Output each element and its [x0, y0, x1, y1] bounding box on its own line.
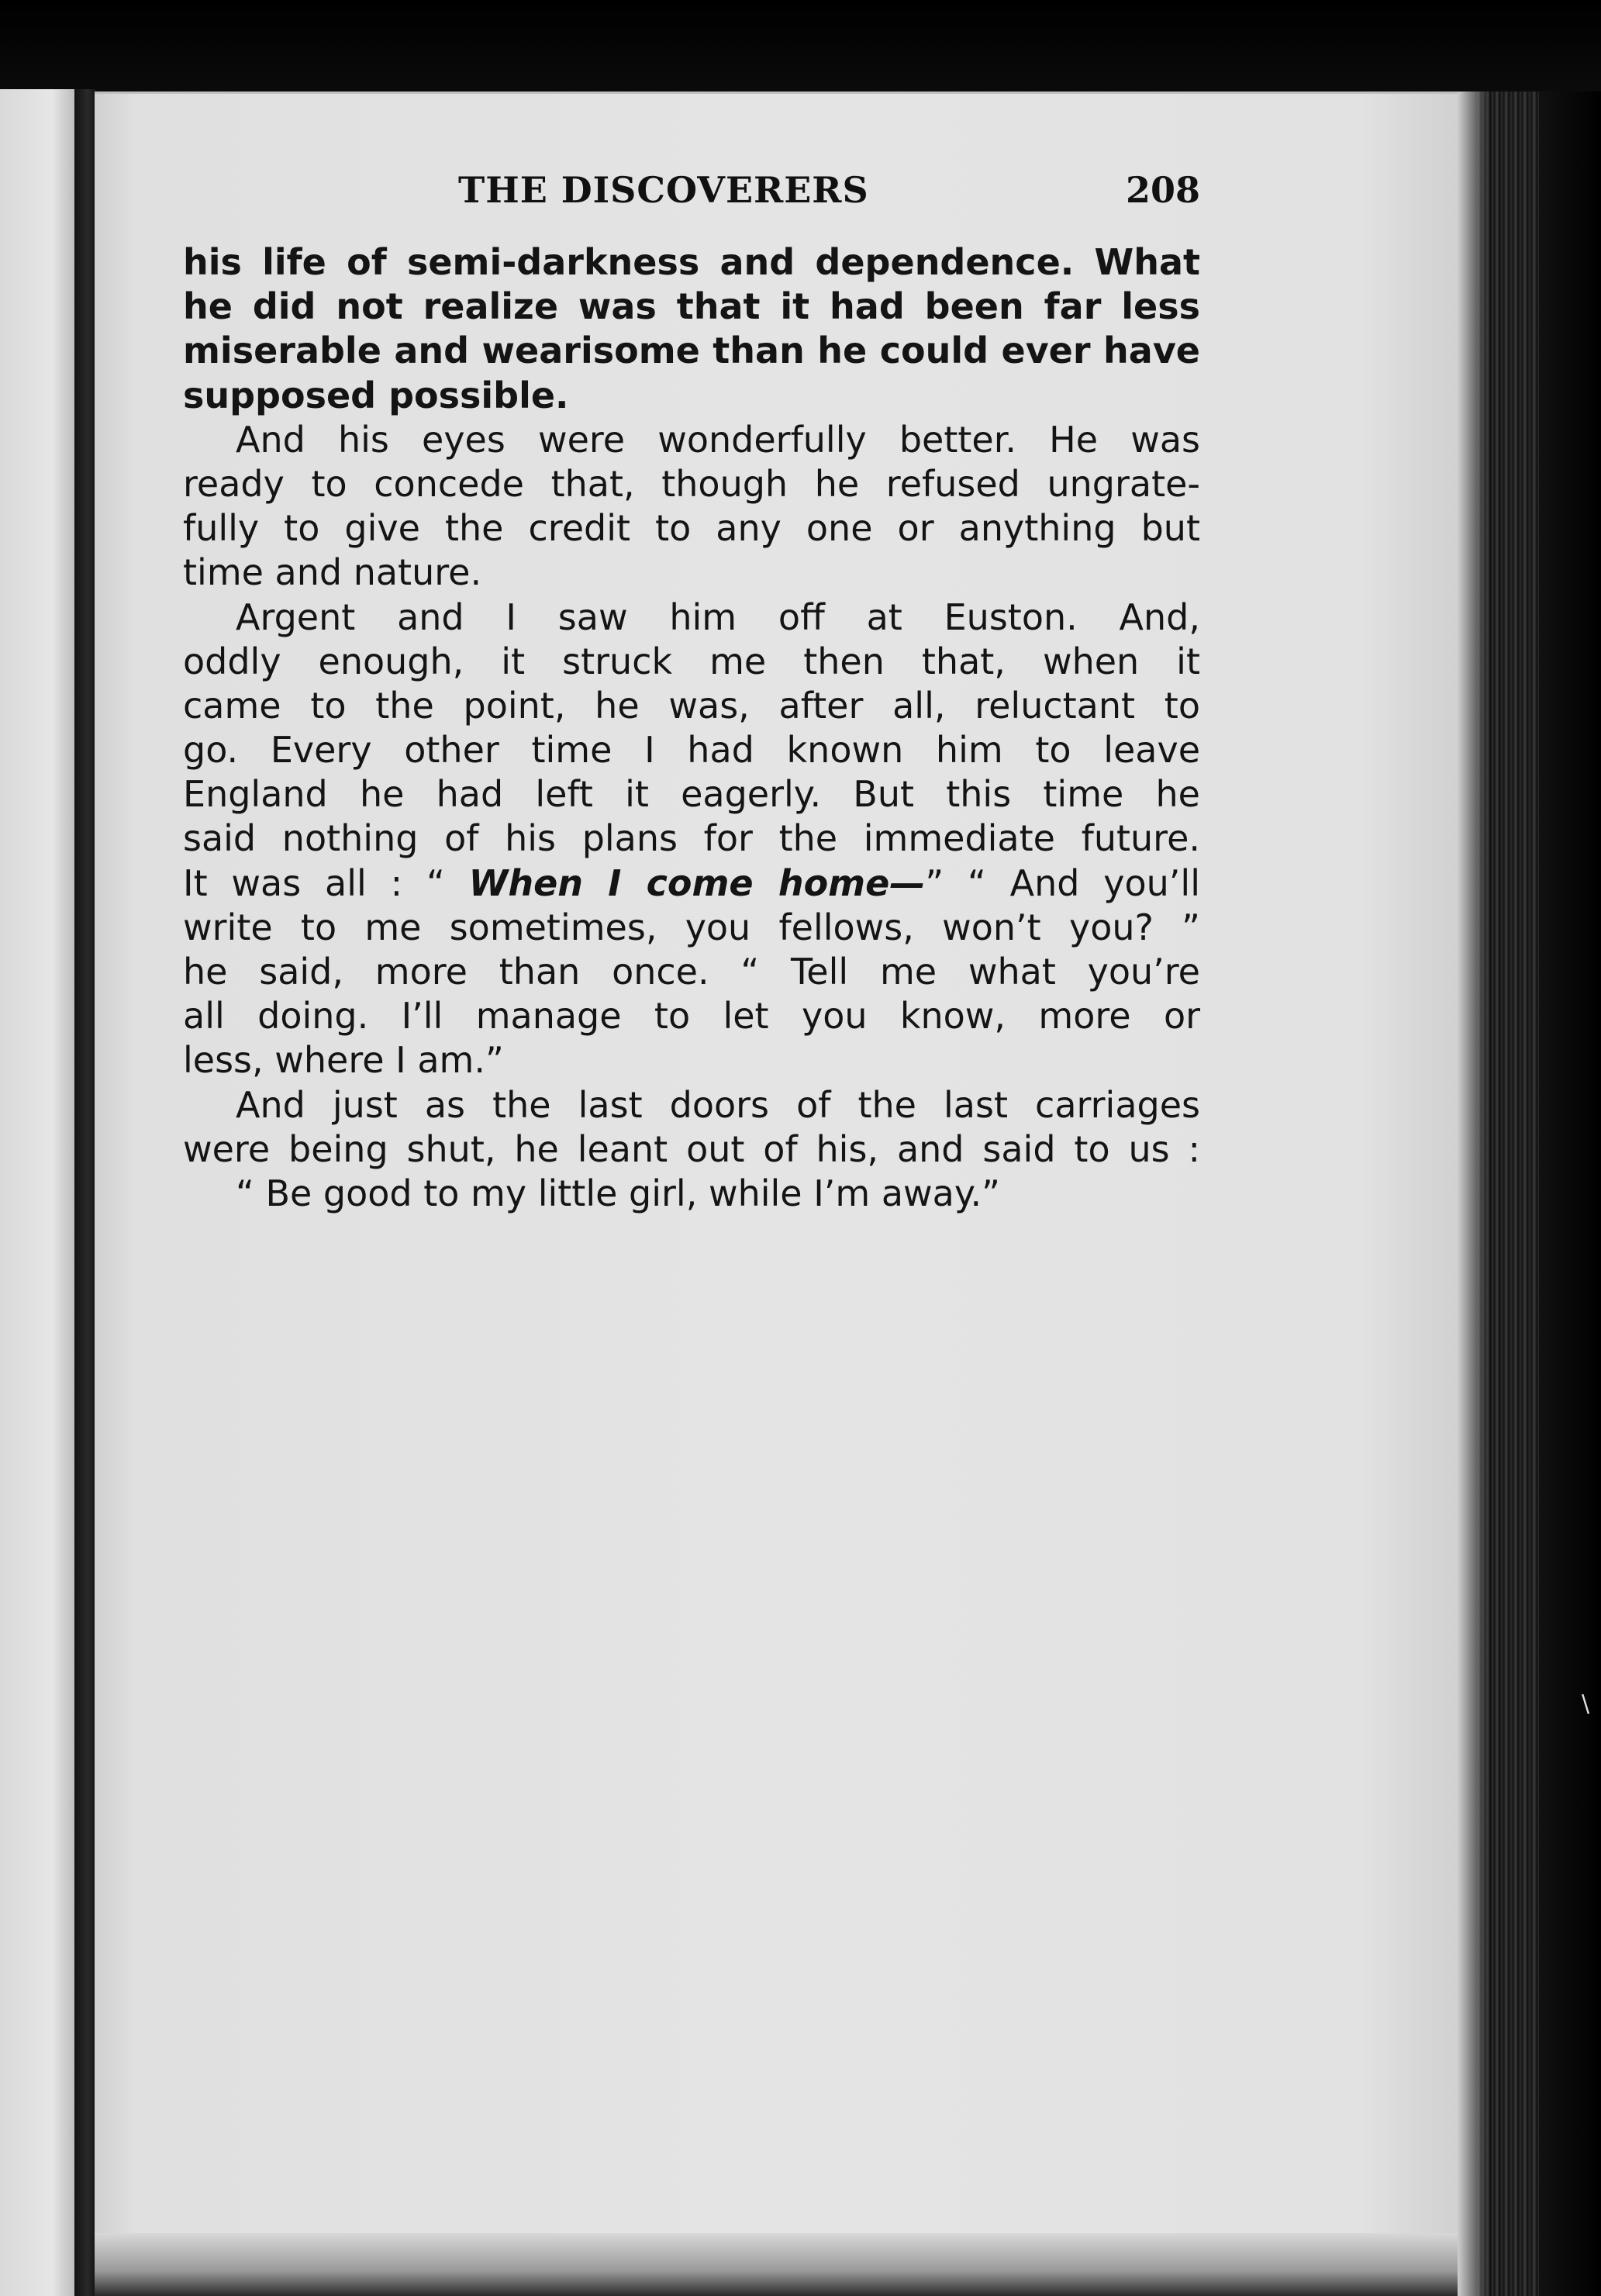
- book-gutter: [74, 89, 96, 2296]
- running-head: [183, 163, 1200, 225]
- text-line-with-italic: [183, 861, 1200, 906]
- page-bottom-edge: [95, 2233, 1467, 2296]
- italic-phrase: When I come home—: [468, 861, 926, 904]
- text-line: his life of semi-darkness and dependence. What: [183, 241, 1200, 283]
- text-line: write to me sometimes, you fellows, won’t you? ”: [183, 906, 1200, 948]
- text-line: less, where I am.”: [183, 1039, 504, 1082]
- text-line: fully to give the credit to any one or anything but: [183, 507, 1200, 550]
- text-line: he did not realize was that it had been far less: [183, 285, 1200, 328]
- text-fragment: It was all : “: [183, 861, 469, 904]
- text-line: came to the point, he was, after all, reluctant to: [183, 684, 1200, 727]
- top-shadow: [0, 0, 1601, 93]
- text-line: said nothing of his plans for the immediate future.: [183, 817, 1200, 860]
- running-title: THE DISCOVERERS: [458, 169, 869, 211]
- text-line: “ Be good to my little girl, while I’m away.”: [236, 1172, 1000, 1214]
- text-fragment: ” “ And you’ll: [925, 861, 1200, 904]
- text-line: ready to concede that, though he refused ungrate-: [183, 462, 1200, 505]
- text-line: he said, more than once. “ Tell me what you’re: [183, 951, 1200, 993]
- text-line: oddly enough, it struck me then that, when it: [183, 640, 1200, 682]
- text-line: Argent and I saw him off at Euston. And,: [236, 596, 1200, 638]
- text-line: all doing. I’ll manage to let you know, more or: [183, 995, 1200, 1038]
- scan-margin: [1539, 91, 1601, 2296]
- facing-page-edge: [0, 89, 78, 2296]
- text-line: time and nature.: [183, 551, 482, 594]
- text-line: And his eyes were wonderfully better. He was: [236, 418, 1200, 461]
- text-line: supposed possible.: [183, 374, 569, 416]
- page-edge-fade: [1458, 91, 1489, 2296]
- scan-marker: \: [1582, 1690, 1590, 1718]
- text-line: go. Every other time I had known him to leave: [183, 729, 1200, 772]
- text-line: miserable and wearisome than he could ever have: [183, 330, 1200, 372]
- text-line: were being shut, he leant out of his, and said to us :: [183, 1127, 1200, 1170]
- text-line: And just as the last doors of the last carriages: [236, 1083, 1200, 1126]
- page-number: 208: [1125, 169, 1200, 211]
- text-line: England he had left it eagerly. But this time he: [183, 773, 1200, 816]
- body-text: [183, 240, 1200, 1216]
